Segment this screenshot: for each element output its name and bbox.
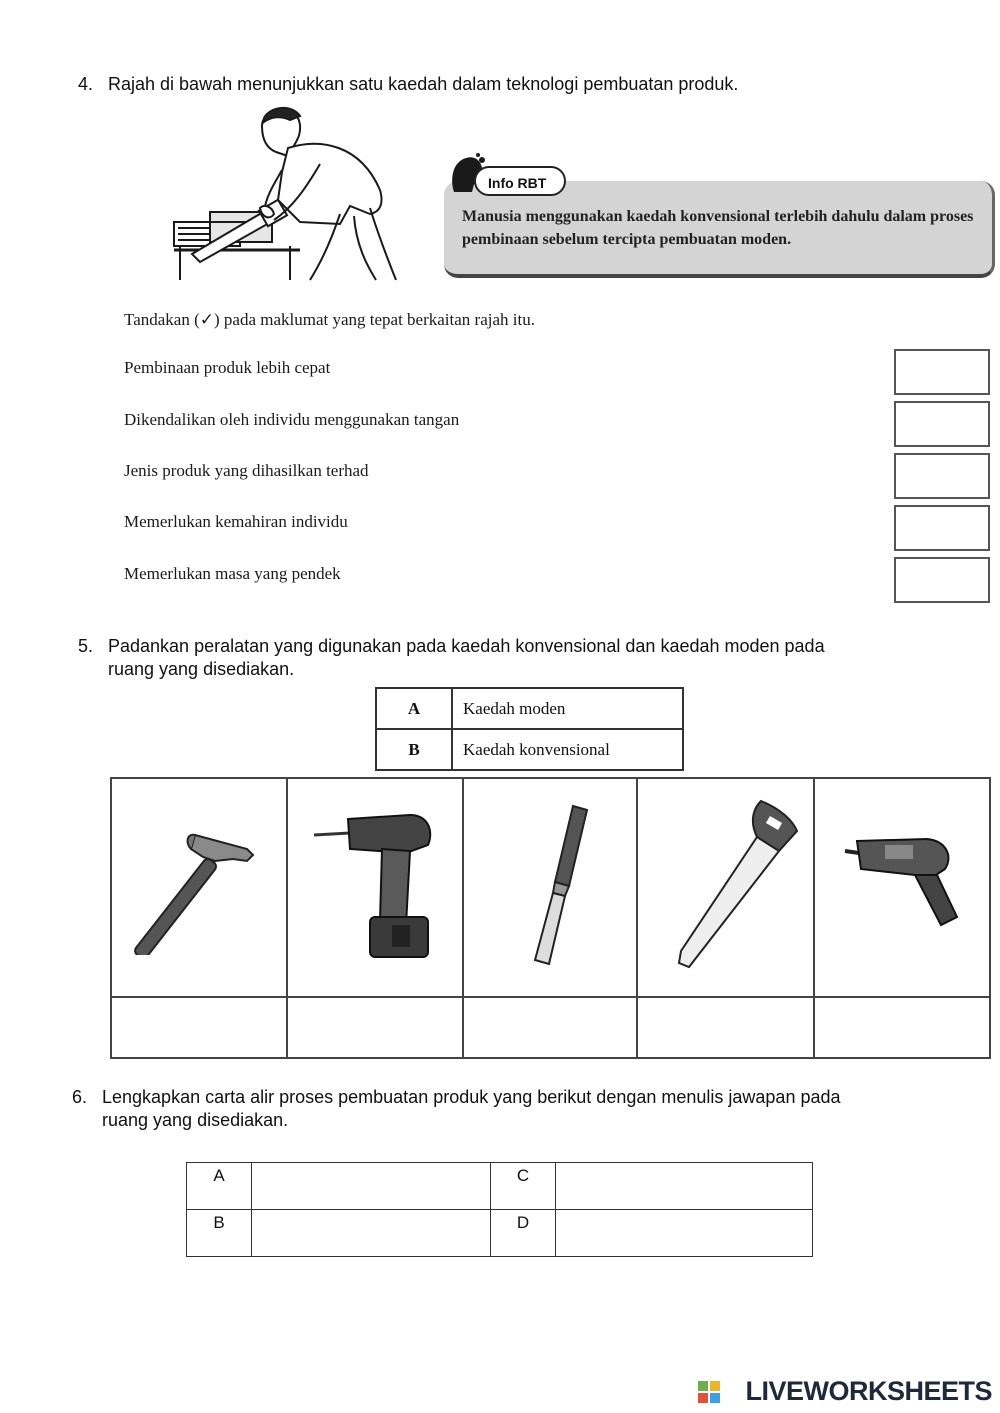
tools-matching-table [110, 777, 991, 1059]
tools-answer-row [111, 997, 990, 1058]
legend-row [376, 688, 683, 729]
option-label-1: Pembinaan produk lebih cepat [124, 358, 331, 377]
legend-key: B [376, 729, 452, 770]
flowchart-answer-table [186, 1162, 813, 1257]
tick-box-2[interactable] [894, 401, 990, 447]
info-text: Manusia menggunakan kaedah konvensional terlebih dahulu dalam proses pembinaan sebelum tercipta pembuatan moden. [462, 208, 974, 248]
question-text: Rajah di bawah menunjukkan satu kaedah dalam teknologi pembuatan produk. [108, 74, 739, 94]
info-rbt-tag: Info RBT [474, 166, 566, 196]
legend-key: A [376, 688, 452, 729]
flow-answer-d[interactable] [556, 1210, 813, 1257]
tick-box-4[interactable] [894, 505, 990, 551]
question-text-line-2: ruang yang disediakan. [102, 1110, 289, 1130]
question-number: 4. [78, 74, 94, 94]
electric-drill-icon [310, 805, 440, 965]
flow-answer-b[interactable] [252, 1210, 491, 1257]
flow-label-b: B [187, 1210, 252, 1257]
tool-cell-hammer [111, 778, 287, 997]
liveworksheets-logo [698, 1381, 720, 1403]
liveworksheets-logo-icon [698, 1381, 720, 1403]
liveworksheets-brand: LIVEWORKSHEETS [745, 1376, 992, 1406]
answer-cell-3[interactable] [463, 997, 637, 1058]
answer-cell-1[interactable] [111, 997, 287, 1058]
legend-label: Kaedah moden [452, 688, 683, 729]
flow-label-a: A [187, 1163, 252, 1210]
flow-answer-a[interactable] [252, 1163, 491, 1210]
flow-label-c: C [491, 1163, 556, 1210]
tool-cell-drill [287, 778, 463, 997]
answer-cell-4[interactable] [637, 997, 814, 1058]
tick-box-3[interactable] [894, 453, 990, 499]
legend-row [376, 729, 683, 770]
option-label-3: Jenis produk yang dihasilkan terhad [124, 461, 369, 480]
answer-cell-2[interactable] [287, 997, 463, 1058]
cordless-screwdriver-icon [837, 825, 967, 945]
chisel-icon [495, 800, 605, 970]
flow-row [187, 1210, 813, 1257]
question-5-prompt [78, 635, 978, 681]
hand-saw-icon [651, 795, 801, 975]
question-4-prompt [78, 73, 978, 97]
tool-cell-saw [637, 778, 814, 997]
flow-label-d: D [491, 1210, 556, 1257]
question-6-prompt [72, 1086, 982, 1132]
tools-image-row [111, 778, 990, 997]
question-text-line-1: Padankan peralatan yang digunakan pada kaedah konvensional dan kaedah moden pada [108, 636, 825, 656]
man-sawing-illustration [170, 104, 402, 282]
flow-row [187, 1163, 813, 1210]
question-text-line-1: Lengkapkan carta alir proses pembuatan produk yang berikut dengan menulis jawapan pada [102, 1087, 841, 1107]
hammer-icon [129, 815, 269, 955]
tick-box-5[interactable] [894, 557, 990, 603]
question-text-line-2: ruang yang disediakan. [108, 659, 295, 679]
tool-cell-chisel [463, 778, 637, 997]
legend-label: Kaedah konvensional [452, 729, 683, 770]
tick-instruction: Tandakan (✓) pada maklumat yang tepat berkaitan rajah itu. [124, 310, 535, 329]
tool-cell-screwdriver [814, 778, 990, 997]
option-label-5: Memerlukan masa yang pendek [124, 564, 341, 583]
answer-cell-5[interactable] [814, 997, 990, 1058]
question-number: 5. [78, 636, 94, 656]
method-legend-table [375, 687, 684, 771]
flow-answer-c[interactable] [556, 1163, 813, 1210]
option-label-4: Memerlukan kemahiran individu [124, 512, 348, 531]
tick-box-1[interactable] [894, 349, 990, 395]
question-number: 6. [72, 1087, 88, 1107]
option-label-2: Dikendalikan oleh individu menggunakan tangan [124, 410, 460, 429]
